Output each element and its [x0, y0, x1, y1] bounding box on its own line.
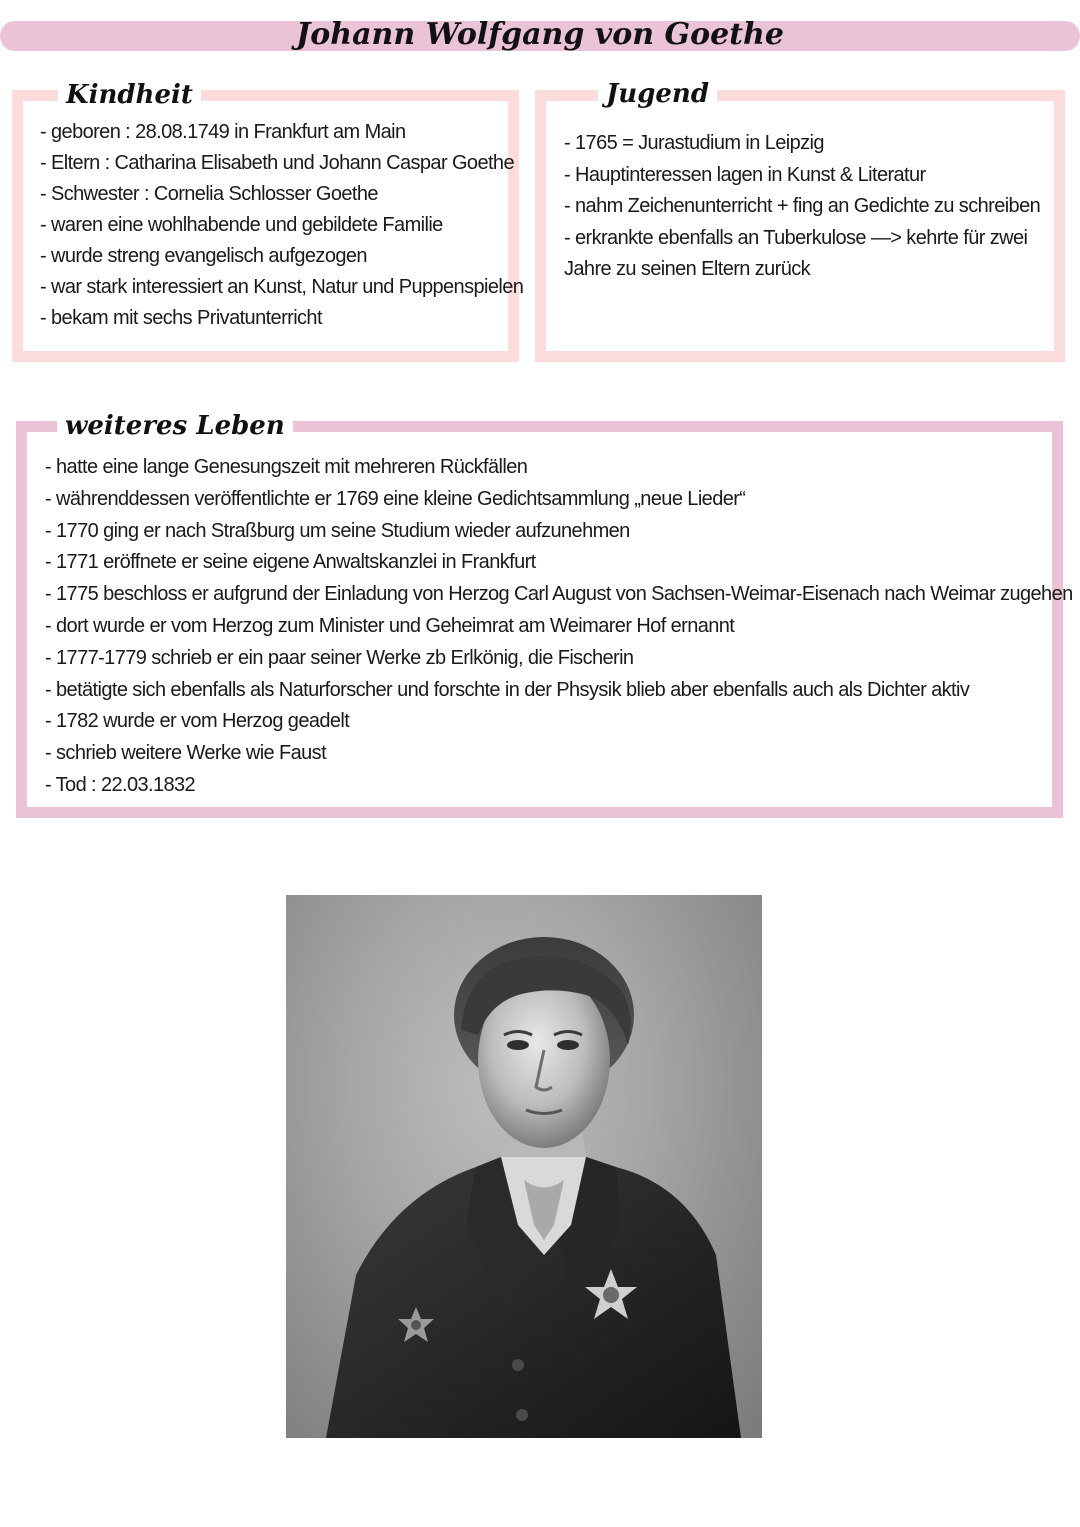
page-title: Johann Wolfgang von Goethe [296, 17, 784, 52]
list-item: - geboren : 28.08.1749 in Frankfurt am Main [40, 121, 406, 143]
list-item: - Schwester : Cornelia Schlosser Goethe [40, 183, 378, 205]
list-item: - bekam mit sechs Privatunterricht [40, 307, 322, 329]
list-item: - 1771 eröffnete er seine eigene Anwaltskanzlei in Frankfurt [45, 551, 536, 574]
list-item: - hatte eine lange Genesungszeit mit mehreren Rückfällen [45, 456, 528, 478]
list-item: - betätigte sich ebenfalls als Naturforscher und forschte in der Phsysik blieb aber ebenfalls auch als Dichter aktiv [45, 678, 970, 701]
list-item: - währenddessen veröffentlichte er 1769 eine kleine Gedichtsammlung „neue Lieder“ [45, 487, 746, 510]
list-item: - wurde streng evangelisch aufgezogen [40, 245, 367, 267]
weiteres-leben-heading: weiteres Leben [57, 409, 293, 443]
list-item: - waren eine wohlhabende und gebildete Familie [40, 214, 443, 236]
jugend-list [564, 128, 1040, 286]
list-item: - war stark interessiert an Kunst, Natur und Puppenspielen [40, 276, 524, 298]
list-item: - 1765 = Jurastudium in Leipzig [564, 132, 824, 154]
list-item: - schrieb weitere Werke wie Faust [45, 742, 327, 765]
list-item: - 1775 beschloss er aufgrund der Einladung von Herzog Carl August von Sachsen-Weimar-Eisenach nach Weimar zugehen [45, 583, 1073, 606]
list-item: - dort wurde er vom Herzog zum Minister und Geheimrat am Weimarer Hof ernannt [45, 614, 735, 637]
list-item: Jahre zu seinen Eltern zurück [564, 258, 811, 280]
list-item: - Eltern : Catharina Elisabeth und Johann Caspar Goethe [40, 152, 514, 174]
kindheit-heading: Kindheit [58, 78, 201, 112]
list-item: - 1777-1779 schrieb er ein paar seiner Werke zb Erlkönig, die Fischerin [45, 646, 634, 669]
list-item: - 1782 wurde er vom Herzog geadelt [45, 710, 350, 733]
list-item: - Tod : 22.03.1832 [45, 773, 196, 796]
portrait-image [286, 895, 762, 1438]
list-item: - 1770 ging er nach Straßburg um seine Studium wieder aufzunehmen [45, 519, 630, 542]
kindheit-list [40, 117, 523, 334]
portrait-icon [286, 895, 762, 1438]
list-item: - nahm Zeichenunterricht + fing an Gedichte zu schreiben [564, 195, 1041, 217]
list-item: - erkrankte ebenfalls an Tuberkulose —> kehrte für zwei [564, 226, 1028, 249]
weiteres-leben-list [45, 452, 1073, 802]
list-item: - Hauptinteressen lagen in Kunst & Literatur [564, 163, 926, 186]
jugend-heading: Jugend [598, 77, 717, 111]
